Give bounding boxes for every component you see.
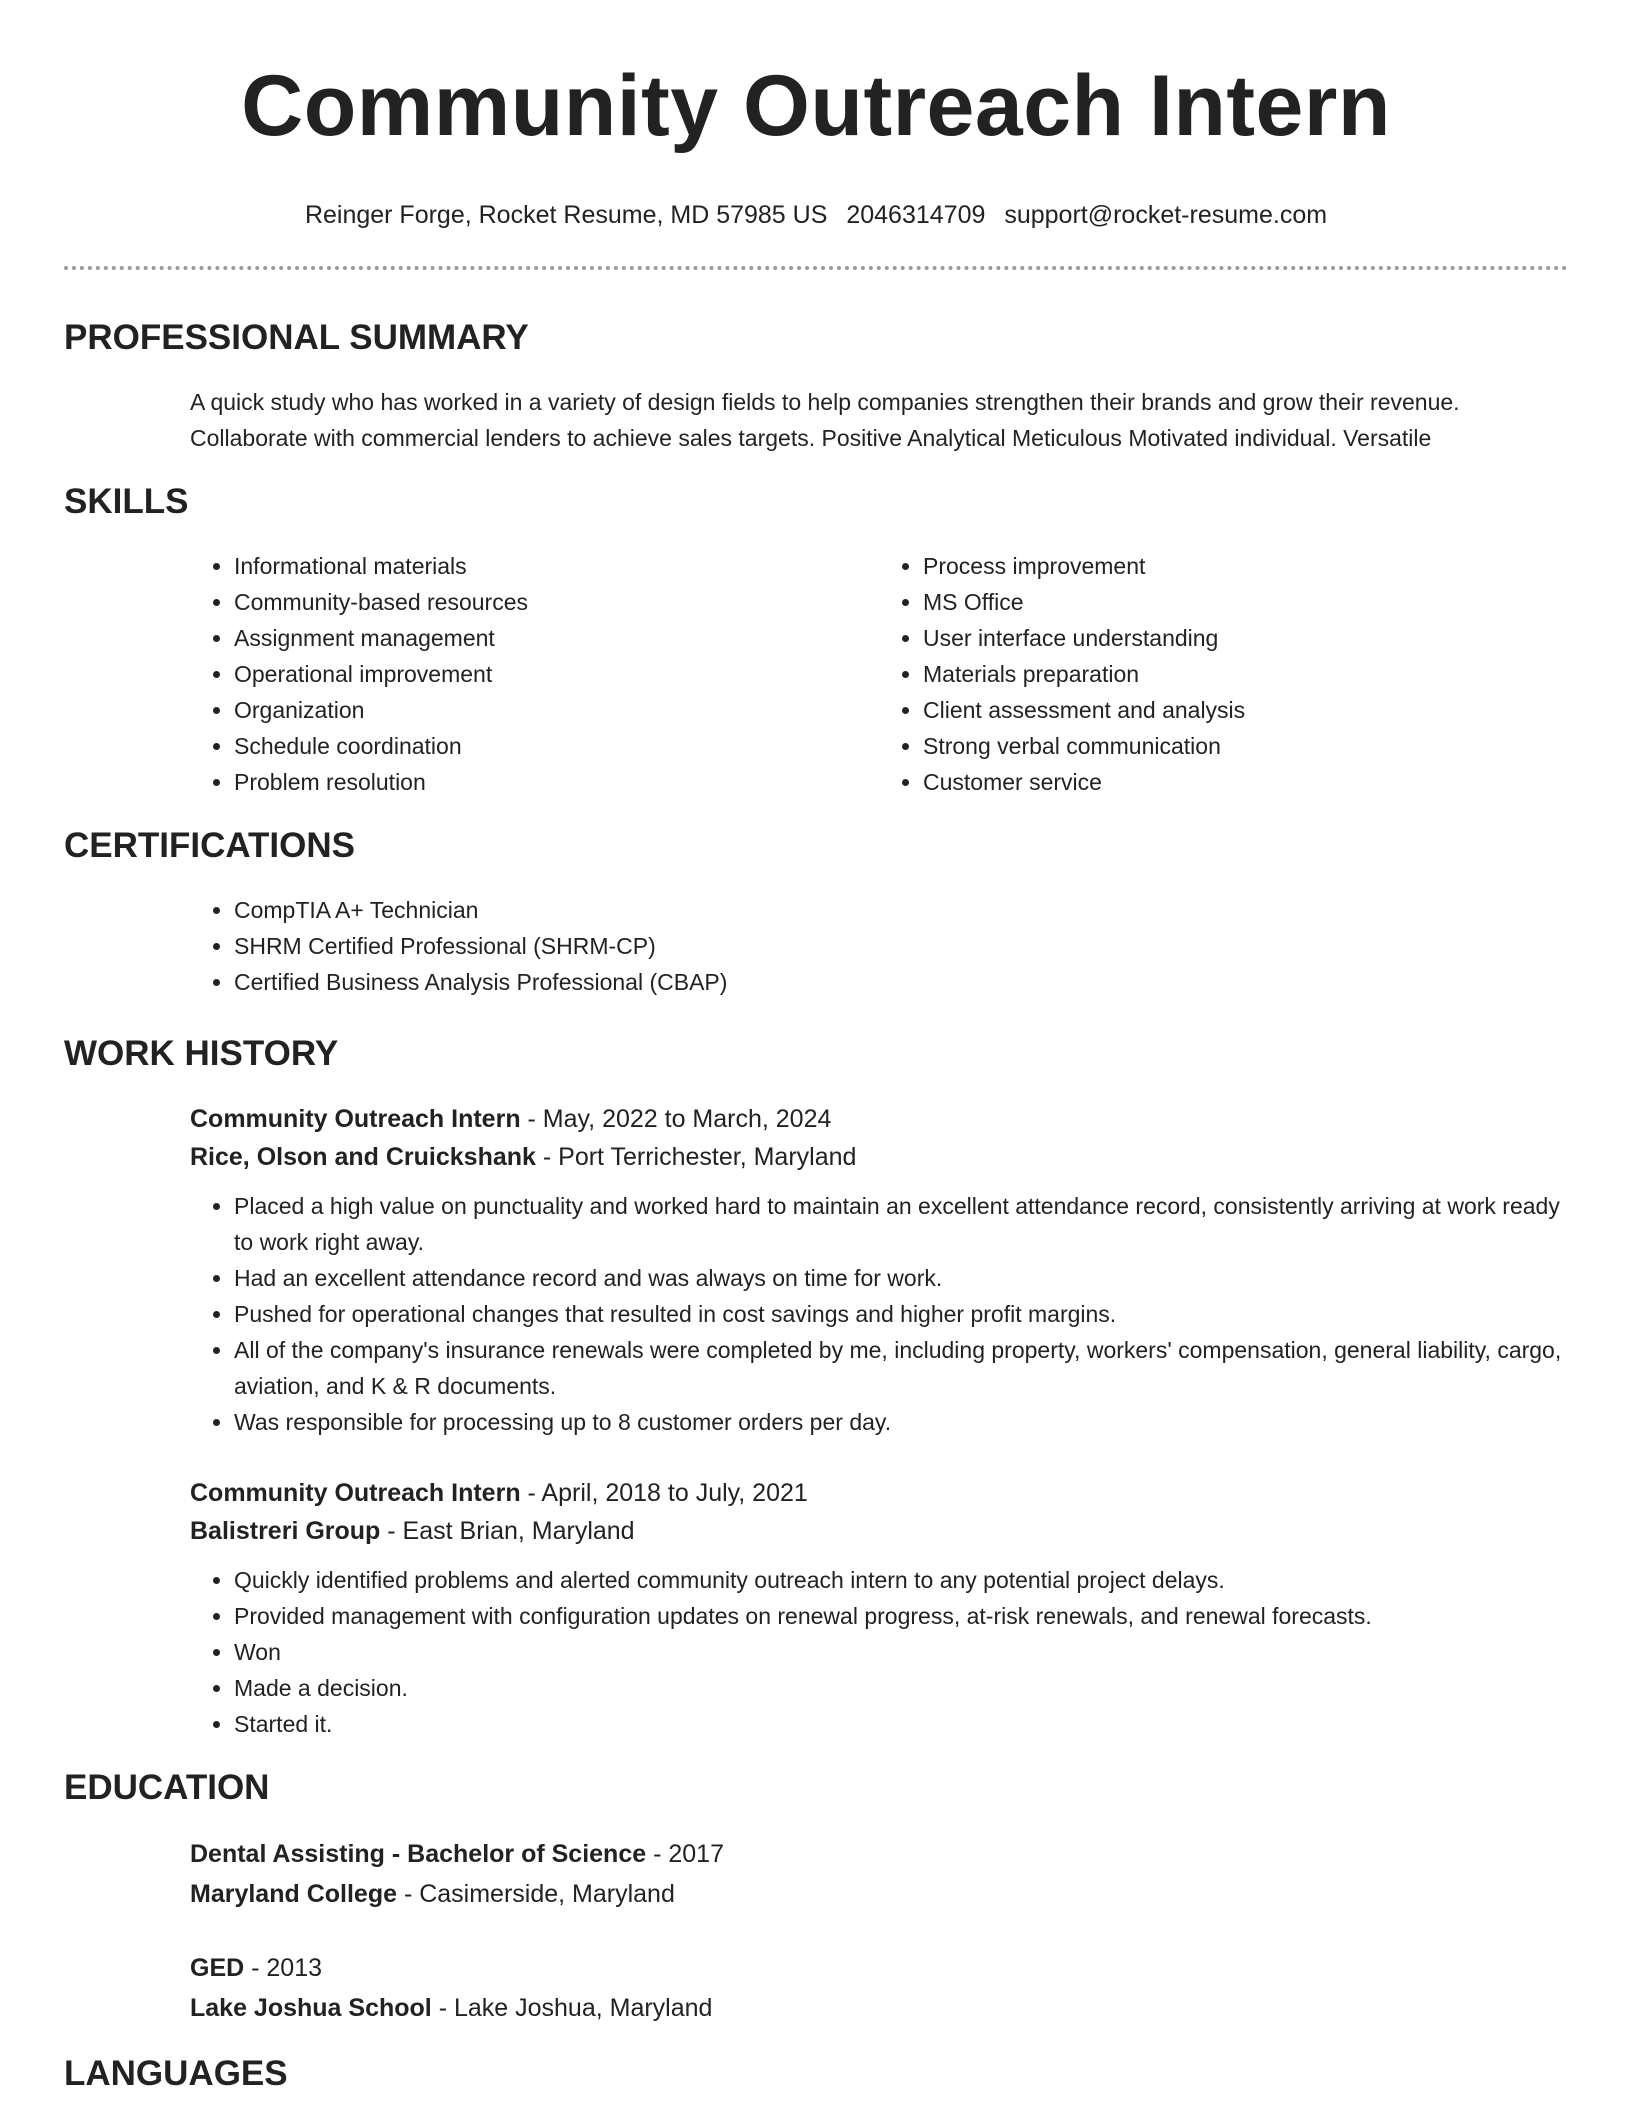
job-location: - East Brian, Maryland <box>380 1517 635 1545</box>
skills-columns <box>64 548 1568 800</box>
school-line <box>190 1874 1568 1914</box>
section-title: SKILLS <box>64 482 189 521</box>
section-title: WORK HISTORY <box>64 1034 339 1073</box>
header-divider <box>64 266 1568 270</box>
list-item: • All of the company's insurance renewals were completed by me, including property, workers' compensation, general liability, cargo, aviation, and K & R documents. <box>234 1332 1568 1404</box>
skills-section <box>64 480 1568 800</box>
job-role: Community Outreach Intern <box>190 1479 521 1507</box>
school-line <box>190 1988 1568 2028</box>
certifications-list <box>190 892 1568 1000</box>
work-history-section <box>64 1032 1568 1742</box>
section-title: LANGUAGES <box>64 2054 288 2093</box>
list-item: • Operational improvement <box>234 656 879 692</box>
degree-line <box>190 1948 1568 1988</box>
list-item: • Client assessment and analysis <box>923 692 1568 728</box>
section-title: EDUCATION <box>64 1768 270 1807</box>
school-location: - Casimerside, Maryland <box>397 1880 675 1908</box>
list-item: • Pushed for operational changes that resulted in cost savings and higher profit margins. <box>234 1296 1568 1332</box>
school-location: - Lake Joshua, Maryland <box>431 1994 713 2022</box>
education-section <box>64 1766 1568 2028</box>
job-dates: - May, 2022 to March, 2024 <box>520 1105 832 1133</box>
job-entry <box>190 1474 1568 1742</box>
job-dates: - April, 2018 to July, 2021 <box>520 1479 808 1507</box>
summary-section <box>64 316 1568 456</box>
contact-line <box>64 200 1568 230</box>
list-item: • Made a decision. <box>234 1670 1568 1706</box>
list-item: • Strong verbal communication <box>923 728 1568 764</box>
resume-header <box>64 0 1568 230</box>
list-item: • Placed a high value on punctuality and worked hard to maintain an excellent attendance record, consistently arriving at work ready to work right away. <box>234 1188 1568 1260</box>
address: Reinger Forge, Rocket Resume, MD 57985 US <box>304 201 828 229</box>
list-item: • Provided management with configuration updates on renewal progress, at-risk renewals, and renewal forecasts. <box>234 1598 1568 1634</box>
list-item: • User interface understanding <box>923 620 1568 656</box>
degree-year: - 2017 <box>646 1840 724 1868</box>
list-item: • Assignment management <box>234 620 879 656</box>
school: Lake Joshua School <box>190 1994 432 2022</box>
phone: 2046314709 <box>846 201 986 229</box>
job-bullets <box>190 1188 1568 1440</box>
education-entry <box>190 1834 1568 1914</box>
candidate-name: Community Outreach Intern <box>241 58 1391 154</box>
list-item: • Process improvement <box>923 548 1568 584</box>
job-company: Rice, Olson and Cruickshank <box>190 1143 536 1171</box>
education-entry <box>190 1948 1568 2028</box>
languages-section <box>64 2052 1568 2096</box>
list-item: • CompTIA A+ Technician <box>234 892 1568 928</box>
list-item: • Schedule coordination <box>234 728 879 764</box>
list-item: • Problem resolution <box>234 764 879 800</box>
degree-line <box>190 1834 1568 1874</box>
list-item: • Was responsible for processing up to 8 customer orders per day. <box>234 1404 1568 1440</box>
list-item: • Community-based resources <box>234 584 879 620</box>
job-company: Balistreri Group <box>190 1517 381 1545</box>
skills-column-1 <box>190 548 879 800</box>
skills-column-2 <box>879 548 1568 800</box>
list-item: • Customer service <box>923 764 1568 800</box>
degree: Dental Assisting - Bachelor of Science <box>190 1840 647 1868</box>
job-entry <box>190 1100 1568 1440</box>
job-title-line <box>190 1100 1568 1138</box>
section-title: CERTIFICATIONS <box>64 826 356 865</box>
list-item: • Organization <box>234 692 879 728</box>
job-title-line <box>190 1474 1568 1512</box>
job-location: - Port Terrichester, Maryland <box>535 1143 857 1171</box>
certifications-section <box>64 824 1568 1000</box>
list-item: • Had an excellent attendance record and was always on time for work. <box>234 1260 1568 1296</box>
list-item: • Certified Business Analysis Professional (CBAP) <box>234 964 1568 1000</box>
job-company-line <box>190 1512 1568 1550</box>
summary-text: A quick study who has worked in a variety of design fields to help companies strengthen their brands and grow their revenue. Collaborate with commercial lenders to achieve sales targets. Positive Analytical Meticulous Motivated individual. Versatile <box>190 389 1460 451</box>
list-item: • SHRM Certified Professional (SHRM-CP) <box>234 928 1568 964</box>
list-item: • MS Office <box>923 584 1568 620</box>
list-item: • Won <box>234 1634 1568 1670</box>
list-item: • Materials preparation <box>923 656 1568 692</box>
school: Maryland College <box>190 1880 397 1908</box>
degree: GED <box>190 1954 245 1982</box>
degree-year: - 2013 <box>244 1954 323 1982</box>
job-bullets <box>190 1562 1568 1742</box>
list-item: • Informational materials <box>234 548 879 584</box>
job-company-line <box>190 1138 1568 1176</box>
section-title: PROFESSIONAL SUMMARY <box>64 318 529 357</box>
list-item: • Quickly identified problems and alerted community outreach intern to any potential project delays. <box>234 1562 1568 1598</box>
job-role: Community Outreach Intern <box>190 1105 521 1133</box>
email: support@rocket-resume.com <box>1004 201 1328 229</box>
list-item: • Started it. <box>234 1706 1568 1742</box>
